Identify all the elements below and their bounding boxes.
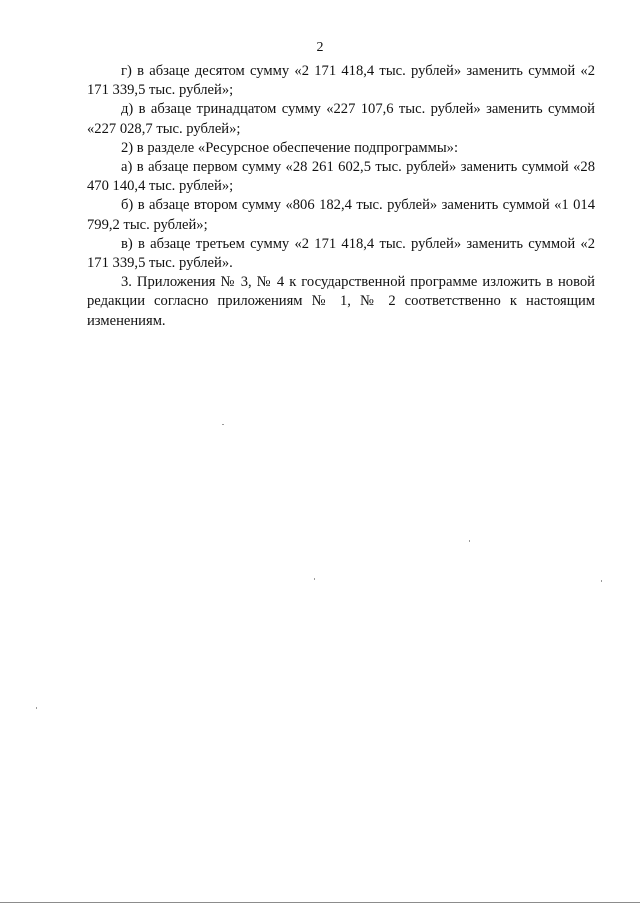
scan-speck [222, 424, 224, 425]
paragraph-g-tenth-indent: г) в абзаце десятом сумму «2 171 418,4 тыс. рублей» заменить суммой «2 171 339,5 тыс. рублей»; [87, 63, 595, 99]
scan-speck [36, 707, 37, 709]
page-number: 2 [316, 40, 324, 55]
paragraph-appendices-clause: 3. Приложения № 3, № 4 к государственной программе изложить в новой редакции согласно приложениям № 1, № 2 соответственно к настоящим изменениям. [87, 274, 595, 329]
scan-bottom-edge [0, 902, 640, 903]
scan-speck [469, 540, 470, 542]
paragraph-section-resources: 2) в разделе «Ресурсное обеспечение подпрограммы»: [121, 139, 458, 156]
scan-speck [601, 580, 602, 582]
paragraph-a-first-indent: а) в абзаце первом сумму «28 261 602,5 тыс. рублей» заменить суммой «28 470 140,4 тыс. рублей»; [87, 159, 595, 195]
paragraph-b-second-indent: б) в абзаце втором сумму «806 182,4 тыс. рублей» заменить суммой «1 014 799,2 тыс. рублей»; [87, 197, 595, 233]
scan-speck [314, 578, 315, 580]
paragraph-d-thirteenth-indent: д) в абзаце тринадцатом сумму «227 107,6 тыс. рублей» заменить суммой «227 028,7 тыс. рублей»; [87, 101, 595, 137]
paragraph-v-third-indent: в) в абзаце третьем сумму «2 171 418,4 тыс. рублей» заменить суммой «2 171 339,5 тыс. рублей». [87, 235, 595, 272]
document-body [87, 62, 595, 331]
